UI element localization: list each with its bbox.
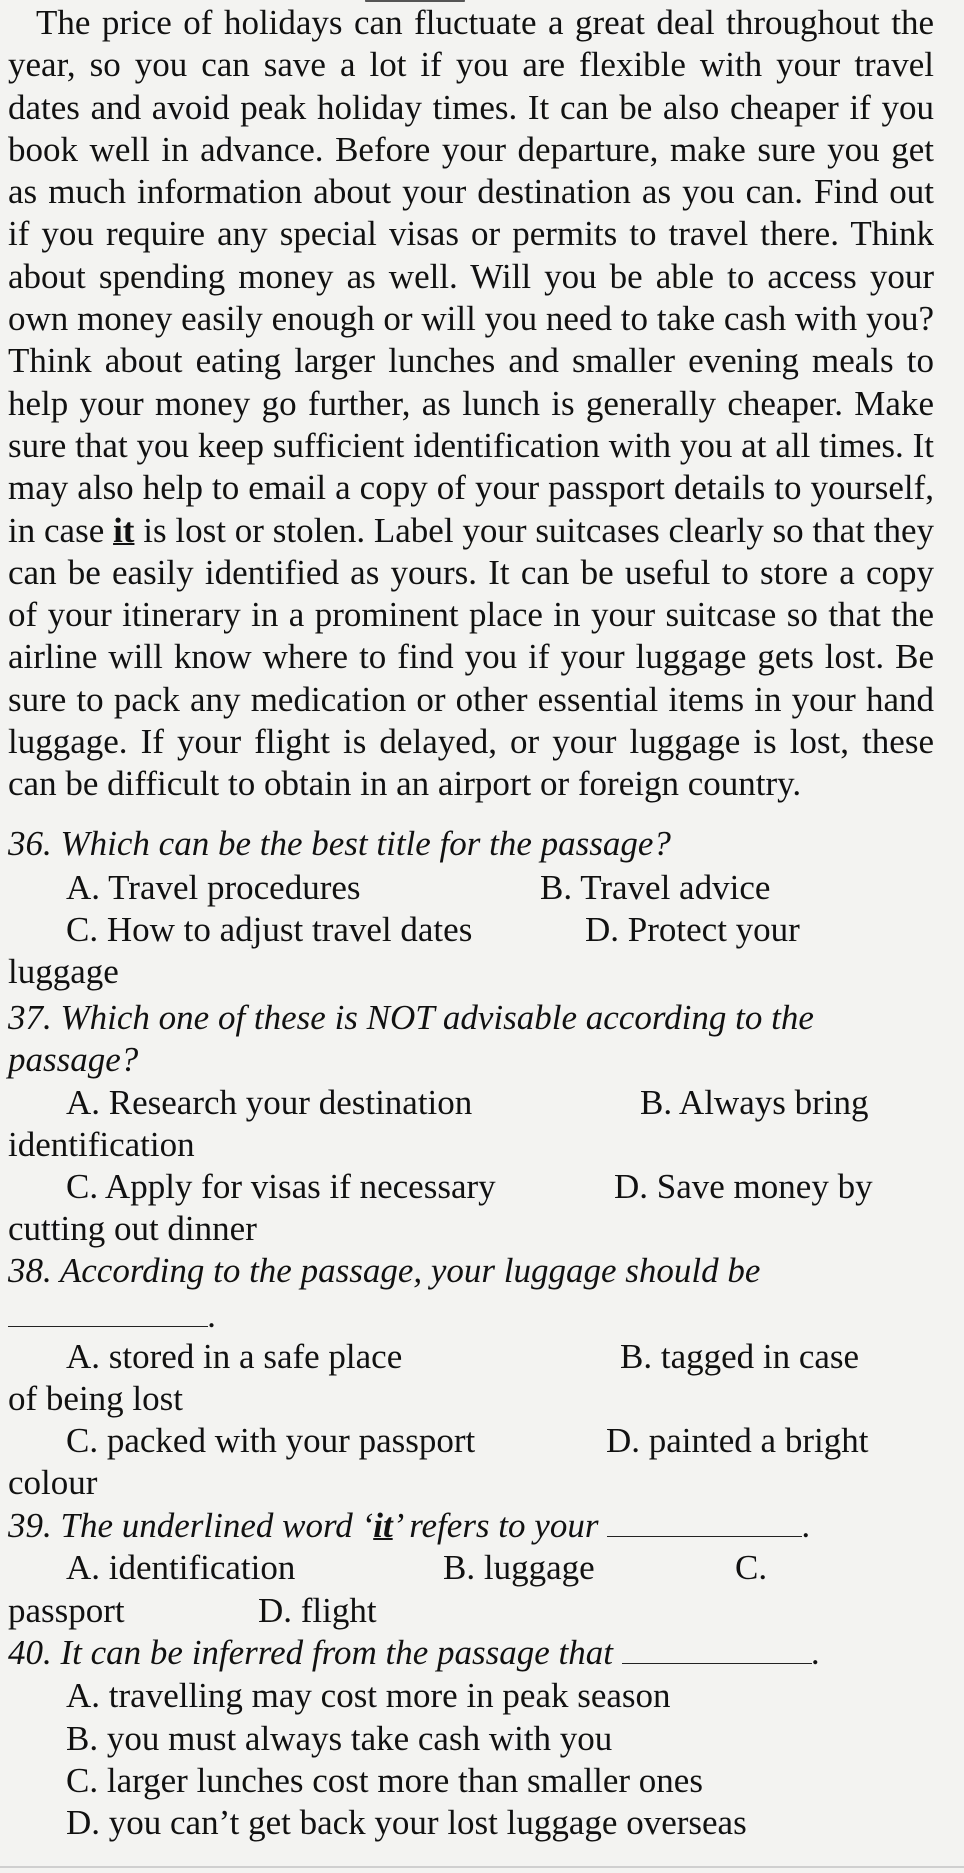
q36-option-b: B. Travel advice xyxy=(540,868,771,907)
blank-period: . xyxy=(208,1296,217,1335)
reading-passage xyxy=(8,2,934,806)
q38-option-d: D. painted a bright xyxy=(606,1421,869,1460)
question-40-stem xyxy=(8,1632,820,1674)
q36-option-a: A. Travel procedures xyxy=(66,868,361,907)
question-37-stem-line-2: passage? xyxy=(8,1040,139,1079)
question-38-stem: 38. According to the passage, your luggage should be xyxy=(8,1251,761,1290)
q39-stem-end: ’ refers to your xyxy=(392,1506,608,1545)
answer-blank xyxy=(8,1296,208,1327)
q37-option-d-continued: cutting out dinner xyxy=(8,1209,257,1248)
q39-stem-start: 39. The underlined word ‘ xyxy=(8,1506,374,1545)
question-36-stem: 36. Which can be the best title for the passage? xyxy=(8,824,671,863)
q39-option-d: D. flight xyxy=(258,1591,377,1630)
q36-option-c: C. How to adjust travel dates xyxy=(66,910,473,949)
q39-option-a: A. identification xyxy=(66,1548,296,1587)
page-bottom-edge xyxy=(0,1866,964,1868)
q37-option-b: B. Always bring xyxy=(640,1083,869,1122)
q37-option-a: A. Research your destination xyxy=(66,1083,473,1122)
q38-option-a: A. stored in a safe place xyxy=(66,1337,403,1376)
q38-option-b-continued: of being lost xyxy=(8,1379,183,1418)
answer-blank xyxy=(607,1506,802,1537)
q39-option-c: C. xyxy=(735,1548,768,1587)
question-37-stem-line-1: 37. Which one of these is NOT advisable according to the xyxy=(8,998,814,1037)
q39-option-b: B. luggage xyxy=(443,1548,595,1587)
q40-option-a: A. travelling may cost more in peak season xyxy=(66,1676,671,1715)
q38-option-d-continued: colour xyxy=(8,1463,98,1502)
answer-blank xyxy=(622,1633,812,1664)
question-39-stem xyxy=(8,1505,811,1547)
q39-underlined-word: it xyxy=(373,1506,393,1545)
question-38-blank-line xyxy=(8,1295,217,1337)
q37-option-d: D. Save money by xyxy=(614,1167,873,1206)
passage-text-part-2: is lost or stolen. Label your suitcases clearly so that they can be easily identified as yours. It can be useful to store a copy of your itinerary in a prominent place in your suitcase so that the airline will know where to find you if your luggage gets lost. Be sure to pack any medication or other essential items in your hand luggage. If your flight is delayed, or your luggage is lost, these can be difficult to obtain in an airport or foreign country. xyxy=(8,510,935,804)
passage-text-part-1: The price of holidays can fluctuate a great deal throughout the year, so you can save a lot if you are flexible with your travel dates and avoid peak holiday times. It can be also cheaper if you book well in advance. Before your departure, make sure you get as much information about your destination as you can. Find out if you require any special visas or permits to travel there. Think about spending money as well. Will you be able to access your own money easily enough or will you need to take cash with you? Think about eating larger lunches and smaller evening meals to help your money go further, as lunch is generally cheaper. Make sure that you keep sufficient identification with you at all times. It may also help to email a copy of your passport details to yourself, in case xyxy=(8,3,934,550)
q40-option-c: C. larger lunches cost more than smaller ones xyxy=(66,1761,703,1800)
blank-period: . xyxy=(811,1633,821,1672)
q40-option-b: B. you must always take cash with you xyxy=(66,1719,613,1758)
q40-stem-text: 40. It can be inferred from the passage that xyxy=(8,1633,622,1672)
q39-option-c-continued: passport xyxy=(8,1591,125,1630)
q38-option-b: B. tagged in case xyxy=(620,1337,860,1376)
q40-option-d: D. you can’t get back your lost luggage overseas xyxy=(66,1803,747,1842)
q36-option-d: D. Protect your xyxy=(585,910,800,949)
q37-option-c: C. Apply for visas if necessary xyxy=(66,1167,496,1206)
q37-option-b-continued: identification xyxy=(8,1125,195,1164)
q38-option-c: C. packed with your passport xyxy=(66,1421,476,1460)
blank-period: . xyxy=(802,1506,811,1545)
underlined-reference-word: it xyxy=(113,510,135,550)
q36-option-d-continued: luggage xyxy=(8,952,119,991)
